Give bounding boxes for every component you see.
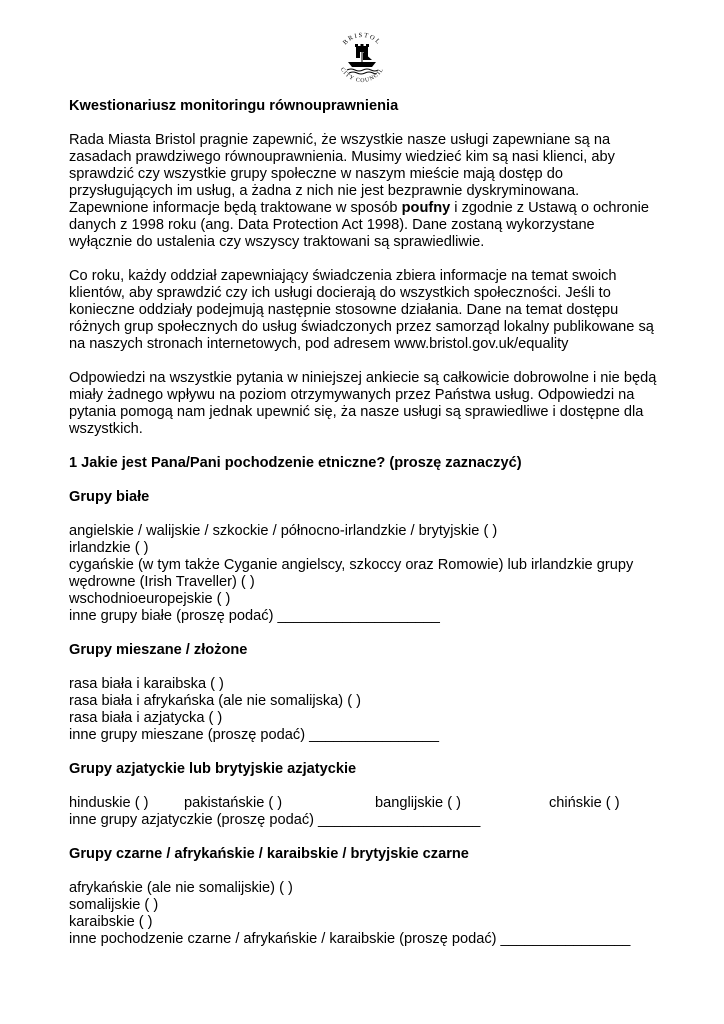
black-groups-heading: Grupy czarne / afrykańskie / karaibskie / brytyjskie czarne xyxy=(69,846,469,862)
list-item[interactable]: afrykańskie (ale nie somalijskie) ( ) xyxy=(69,880,293,896)
bristol-city-council-logo xyxy=(332,28,392,88)
list-item[interactable]: somalijskie ( ) xyxy=(69,897,159,913)
list-item[interactable]: angielskie / walijskie / szkockie / północno-irlandzkie / brytyjskie ( ) xyxy=(69,523,498,539)
question-1-heading: 1 Jakie jest Pana/Pani pochodzenie etniczne? (proszę zaznaczyć) xyxy=(69,455,522,471)
white-groups-heading: Grupy białe xyxy=(69,489,150,505)
list-item[interactable]: karaibskie ( ) xyxy=(69,914,153,930)
list-item[interactable]: inne grupy mieszane (proszę podać) ________________ xyxy=(69,727,439,743)
asian-options-row xyxy=(69,795,659,812)
list-item[interactable]: pakistańskie ( ) xyxy=(184,795,283,811)
list-item[interactable]: wschodnioeuropejskie ( ) xyxy=(69,591,231,607)
intro-paragraph-1: Rada Miasta Bristol pragnie zapewnić, że wszystkie nasze usługi zapewniane są na zasadach prawdziwego równouprawnienia. Musimy wiedzieć kim są nasi klienci, aby sprawdzić czy wszystkie grupy społeczne w naszym mieście mają dostęp do przysługujących im usług, a żadna z nich nie jest bezprawnie dyskryminowana. Zapewnione informacje będą traktowane w sposób poufny i zgodnie z Ustawą o ochronie danych z 1998 roku (ang. Data Protection Act 1998). Dane zostaną wykorzystane wyłącznie do ustalenia czy wszyscy traktowani są sprawiedliwie. xyxy=(69,132,649,250)
list-item[interactable]: inne grupy azjatyczkie (proszę podać) ____________________ xyxy=(69,812,481,828)
svg-text:CITY COUNCIL: CITY COUNCIL xyxy=(338,66,386,85)
white-groups-list xyxy=(69,523,659,625)
intro-paragraph-2: Co roku, każdy oddział zapewniający świadczenia zbiera informacje na temat swoich klientów, aby sprawdzić czy ich usługi docierają do wszystkich społeczności. Jeśli to konieczne oddziały podejmują następnie stosowne działania. Dane na temat dostępu różnych grup społecznych do usług świadczonych przez samorząd lokalny publikowane są na naszych stronach internetowych, pod adresem www.bristol.gov.uk/equality xyxy=(69,268,654,352)
intro-paragraph-3: Odpowiedzi na wszystkie pytania w niniejszej ankiecie są całkowicie dobrowolne i nie będą miały żadnego wpływu na poziom otrzymywanych przez Państwa usług. Odpowiedzi na pytania pomogą nam jednak upewnić się, ża nasze usługi są sprawiedliwe i dostępne dla wszystkich. xyxy=(69,370,657,437)
document-title: Kwestionariusz monitoringu równouprawnienia xyxy=(69,98,399,114)
asian-groups-heading: Grupy azjatyckie lub brytyjskie azjatyckie xyxy=(69,761,357,777)
svg-text:BRISTOL: BRISTOL xyxy=(341,31,383,47)
list-item[interactable]: rasa biała i afrykańska (ale nie somalijska) ( ) xyxy=(69,693,361,709)
list-item[interactable]: inne pochodzenie czarne / afrykańskie / karaibskie (proszę podać) ________________ xyxy=(69,931,631,947)
list-item[interactable]: irlandzkie ( ) xyxy=(69,540,149,556)
mixed-groups-heading: Grupy mieszane / złożone xyxy=(69,642,248,658)
list-item[interactable]: inne grupy białe (proszę podać) ____________________ xyxy=(69,608,440,624)
asian-groups-list xyxy=(69,795,659,829)
list-item[interactable]: cygańskie (w tym także Cyganie angielscy, szkoccy oraz Romowie) lub irlandzkie grupy wędrowne (Irish Traveller) ( ) xyxy=(69,557,634,590)
mixed-groups-list xyxy=(69,676,659,744)
questionnaire-body xyxy=(69,98,659,948)
list-item[interactable]: rasa biała i azjatycka ( ) xyxy=(69,710,223,726)
list-item[interactable]: hinduskie ( ) xyxy=(69,795,149,811)
list-item[interactable]: banglijskie ( ) xyxy=(375,795,461,811)
list-item[interactable]: chińskie ( ) xyxy=(549,795,620,811)
black-groups-list xyxy=(69,880,659,948)
list-item[interactable]: rasa biała i karaibska ( ) xyxy=(69,676,224,692)
